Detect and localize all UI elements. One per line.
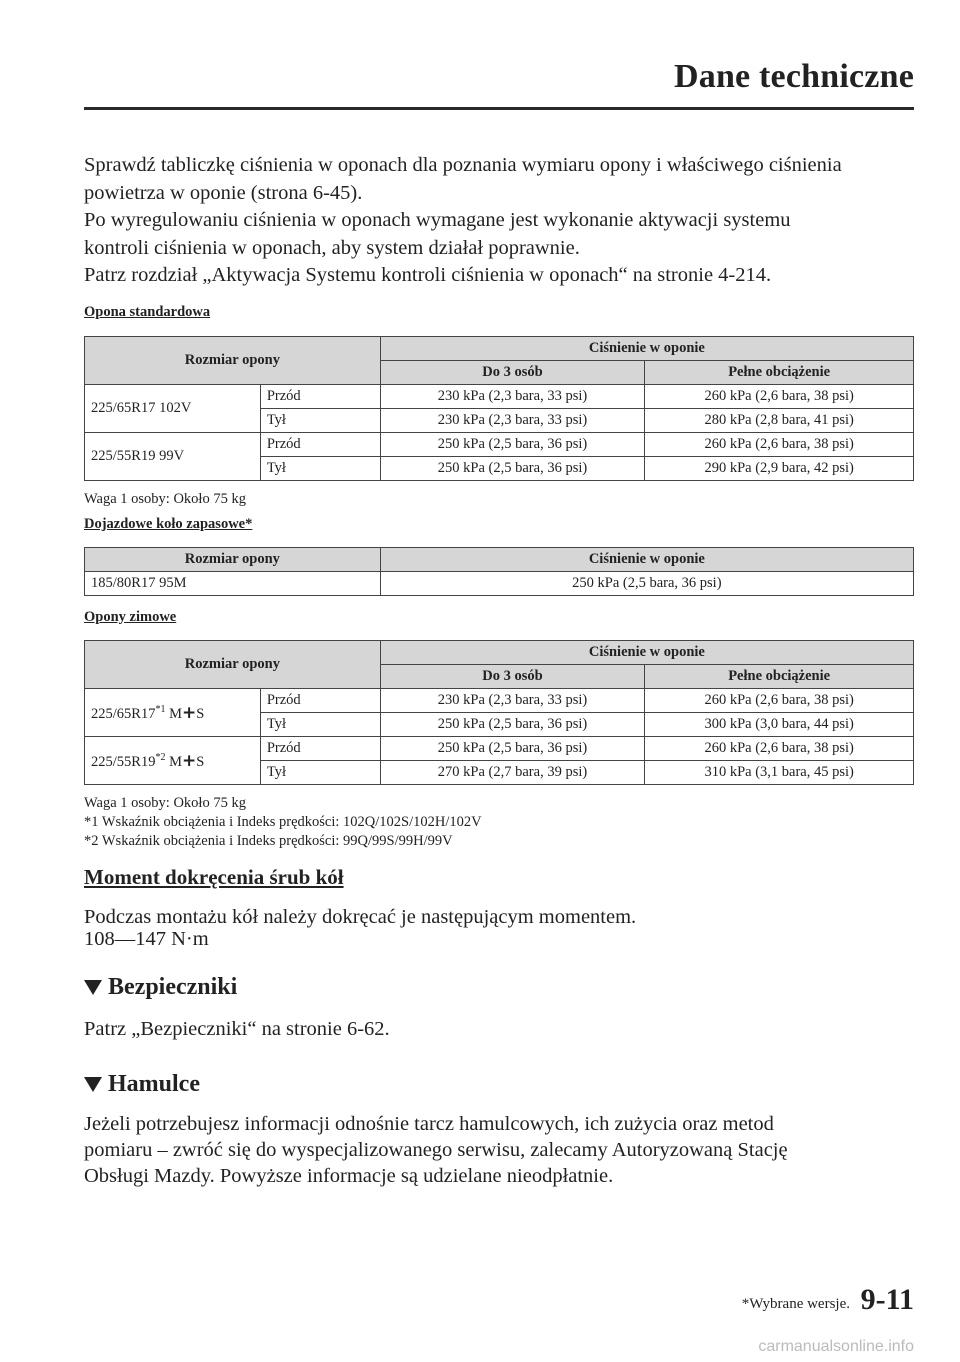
col-size: Rozmiar opony — [85, 336, 381, 384]
brakes-line: pomiaru – zwróć się do wyspecjalizowanego serwisu, zalecamy Autoryzowaną Stację — [84, 1138, 788, 1161]
col-size: Rozmiar opony — [85, 640, 381, 688]
header-rule — [84, 107, 914, 110]
note-line: Waga 1 osoby: Około 75 kg — [84, 794, 246, 811]
brakes-line: Obsługi Mazdy. Powyższe informacje są udzielane nieodpłatnie. — [84, 1164, 614, 1187]
axle-label: Tył — [260, 456, 380, 480]
footer-note: *Wybrane wersje. — [741, 1296, 850, 1312]
note-line: *1 Wskaźnik obciążenia i Indeks prędkości: 102Q/102S/102H/102V — [84, 813, 482, 830]
pressure-cell: 260 kPa (2,6 bara, 38 psi) — [645, 736, 914, 760]
footnote-ref: *1 — [155, 704, 166, 716]
tire-size: 185/80R17 95M — [85, 571, 381, 595]
brakes-text — [84, 1111, 914, 1189]
spare-table — [84, 547, 914, 596]
table-row — [85, 384, 914, 408]
pressure-cell: 250 kPa (2,5 bara, 36 psi) — [380, 736, 645, 760]
ms-m: M — [169, 753, 182, 770]
pressure-cell: 260 kPa (2,6 bara, 38 psi) — [645, 688, 914, 712]
note-line: *2 Wskaźnik obciążenia i Indeks prędkości: 99Q/99S/99H/99V — [84, 832, 453, 849]
plus-icon: + — [181, 702, 197, 723]
pressure-cell: 280 kPa (2,8 bara, 41 psi) — [645, 408, 914, 432]
axle-label: Przód — [260, 432, 380, 456]
col-pressure: Ciśnienie w oponie — [380, 547, 913, 571]
brakes-title: Hamulce — [108, 1070, 200, 1097]
tire-size — [85, 736, 261, 784]
axle-label: Przód — [260, 384, 380, 408]
axle-label: Tył — [260, 760, 380, 784]
plus-icon: + — [181, 750, 197, 771]
col-full-load: Pełne obciążenie — [645, 360, 914, 384]
fuses-heading — [84, 974, 914, 1001]
intro-line: Patrz rozdział „Aktywacja Systemu kontroli ciśnienia w oponach“ na stronie 4-214. — [84, 264, 772, 286]
watermark: carmanualsonline.info — [758, 1338, 914, 1355]
fuses-title: Bezpieczniki — [108, 973, 238, 1000]
pressure-cell: 260 kPa (2,6 bara, 38 psi) — [645, 384, 914, 408]
axle-label: Przód — [260, 688, 380, 712]
brakes-line: Jeżeli potrzebujesz informacji odnośnie tarcz hamulcowych, ich zużycia oraz metod — [84, 1112, 774, 1135]
tire-size-text: 225/65R17 — [91, 705, 156, 722]
winter-table — [84, 640, 914, 785]
torque-title: Moment dokręcenia śrub kół — [84, 864, 344, 889]
col-pressure: Ciśnienie w oponie — [380, 640, 913, 664]
intro-line: kontroli ciśnienia w oponach, aby system działał poprawnie. — [84, 236, 580, 259]
pressure-cell: 290 kPa (2,9 bara, 42 psi) — [645, 456, 914, 480]
ms-s: S — [196, 753, 205, 770]
pressure-cell: 310 kPa (3,1 bara, 45 psi) — [645, 760, 914, 784]
spare-title: Dojazdowe koło zapasowe* — [84, 515, 253, 532]
triangle-down-icon — [84, 1077, 102, 1092]
pressure-cell: 250 kPa (2,5 bara, 36 psi) — [380, 432, 645, 456]
triangle-down-icon — [84, 980, 102, 995]
winter-notes — [84, 794, 914, 851]
tire-size-text: 225/55R19 — [91, 753, 156, 770]
brakes-heading — [84, 1071, 914, 1098]
pressure-cell: 230 kPa (2,3 bara, 33 psi) — [380, 408, 645, 432]
col-size: Rozmiar opony — [85, 547, 381, 571]
col-3-persons: Do 3 osób — [380, 360, 645, 384]
col-full-load: Pełne obciążenie — [645, 664, 914, 688]
pressure-cell: 270 kPa (2,7 bara, 39 psi) — [380, 760, 645, 784]
standard-note: Waga 1 osoby: Około 75 kg — [84, 490, 246, 507]
torque-value: 108—147 N·m — [84, 927, 209, 950]
tire-size — [85, 688, 261, 736]
intro-line: Sprawdź tabliczkę ciśnienia w oponach dla poznania wymiaru opony i właściwego ciśnienia — [84, 154, 842, 176]
col-pressure: Ciśnienie w oponie — [380, 336, 913, 360]
footnote-ref: *2 — [155, 752, 166, 764]
axle-label: Tył — [260, 712, 380, 736]
pressure-cell: 250 kPa (2,5 bara, 36 psi) — [380, 571, 913, 595]
pressure-cell: 230 kPa (2,3 bara, 33 psi) — [380, 384, 645, 408]
tire-size: 225/65R17 102V — [85, 384, 261, 432]
content — [84, 152, 914, 1189]
pressure-cell: 250 kPa (2,5 bara, 36 psi) — [380, 456, 645, 480]
table-row — [85, 571, 914, 595]
pressure-cell: 260 kPa (2,6 bara, 38 psi) — [645, 432, 914, 456]
ms-m: M — [169, 705, 182, 722]
torque-text: Podczas montażu kół należy dokręcać je następującym momentem. — [84, 905, 637, 928]
winter-title: Opony zimowe — [84, 608, 177, 625]
intro — [84, 152, 914, 290]
standard-table — [84, 336, 914, 481]
intro-line: powietrza w oponie (strona 6-45). — [84, 181, 363, 204]
page-number: 9-11 — [860, 1283, 914, 1316]
table-row — [85, 688, 914, 712]
fuses-text: Patrz „Bezpieczniki“ na stronie 6-62. — [84, 1017, 390, 1040]
standard-title: Opona standardowa — [84, 303, 211, 320]
table-row — [85, 432, 914, 456]
axle-label: Przód — [260, 736, 380, 760]
pressure-cell: 230 kPa (2,3 bara, 33 psi) — [380, 688, 645, 712]
page-title: Dane techniczne — [673, 58, 914, 95]
col-3-persons: Do 3 osób — [380, 664, 645, 688]
ms-s: S — [196, 705, 205, 722]
pressure-cell: 300 kPa (3,0 bara, 44 psi) — [645, 712, 914, 736]
pressure-cell: 250 kPa (2,5 bara, 36 psi) — [380, 712, 645, 736]
table-row — [85, 736, 914, 760]
axle-label: Tył — [260, 408, 380, 432]
tire-size: 225/55R19 99V — [85, 432, 261, 480]
intro-line: Po wyregulowaniu ciśnienia w oponach wymagane jest wykonanie aktywacji systemu — [84, 209, 791, 231]
